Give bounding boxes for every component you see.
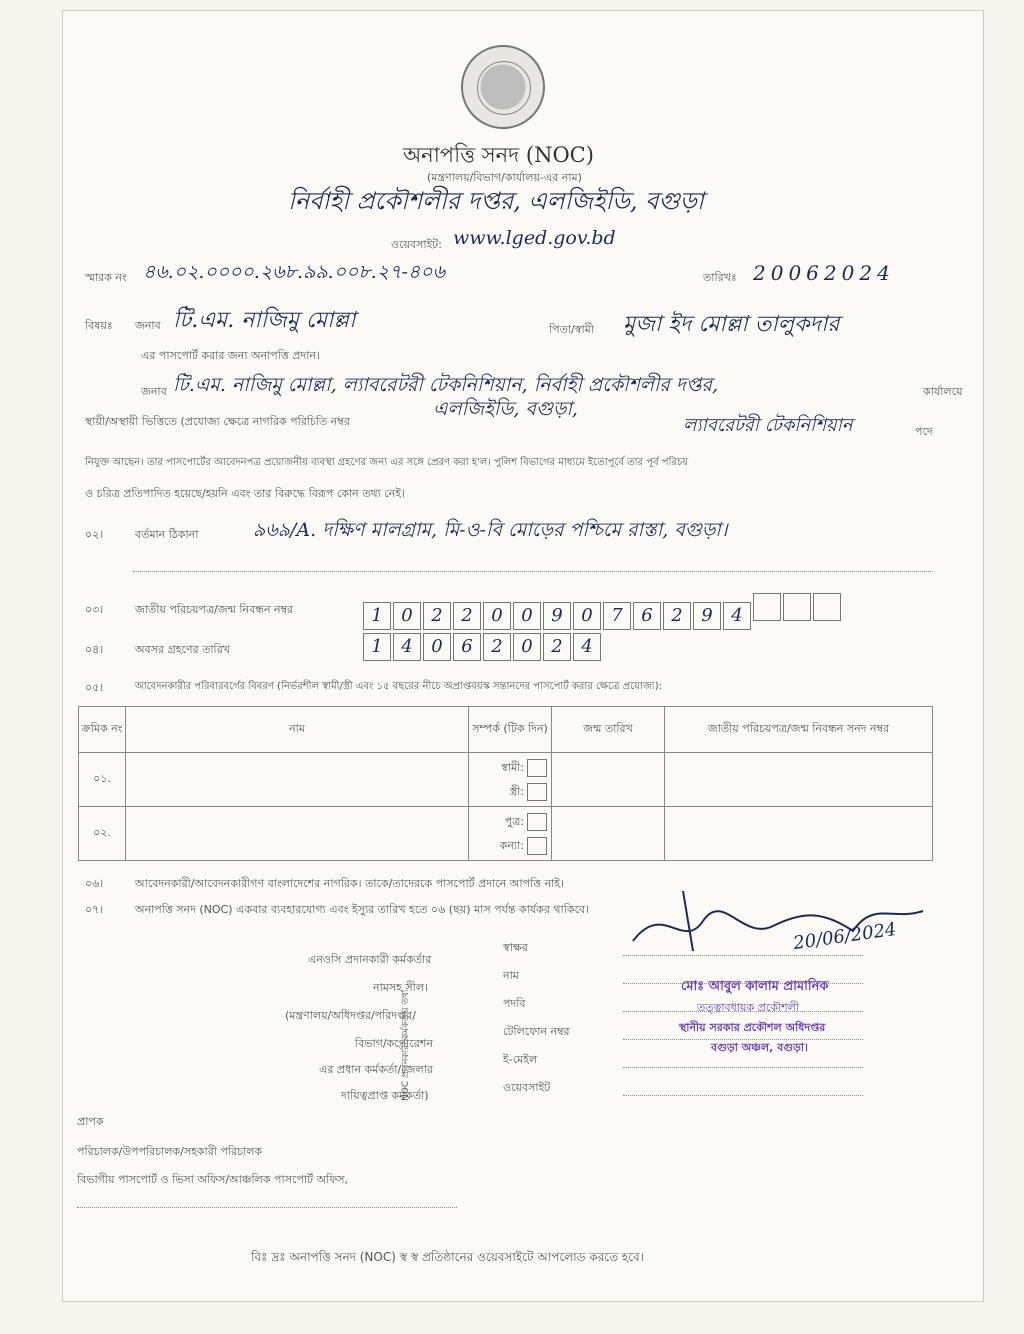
wife-label: স্ত্রী: [509,784,524,798]
website-value: www.lged.gov.bd [453,227,616,249]
nid-digit [813,593,841,621]
signatory-vertical-label: NOC প্রদানকারী কর্মকর্তার তথ্য [401,989,411,1101]
janab2-label: জনাব [141,385,167,398]
applicant-name: টি.এম. নাজিমু মোল্লা [173,308,356,333]
nid-digit: 0 [393,602,421,630]
field-phone-label: টেলিফোন নম্বর [503,1025,570,1038]
post-label: পদে [915,425,933,438]
address-label: বর্তমান ঠিকানা [135,528,199,541]
post-value: ল্যাবরেটরী টেকনিশিয়ান [683,415,853,436]
address-line-2 [133,571,933,572]
family-table [78,706,933,861]
nid-digit [753,593,781,621]
passport-line: এর পাসপোর্ট করার জন্য অনাপত্তি প্রদান। [141,349,320,362]
nid-digit: 1 [363,602,391,630]
date-label: তারিখঃ [703,271,737,284]
col-dob: জন্ম তারিখ [552,707,665,753]
item-05-number: ০৫। [85,681,104,694]
signatory-left-3: (মন্ত্রণালয়/অধিদপ্তর/পরিদপ্তর/ [285,1009,416,1022]
nid-digit: 2 [663,602,691,630]
web-line [623,1095,863,1096]
nid-digit [783,593,811,621]
nid-digit: 7 [603,602,631,630]
citizen-text: আবেদনকারী/আবেদনকারীগণ বাংলাদেশের নাগরিক। তাকে/তাদেরকে পাসপোর্ট প্রদানে আপত্তি নাই। [135,877,565,890]
col-serial: ক্রমিক নং [79,707,126,753]
recipient-heading: প্রাপক [77,1115,104,1128]
retire-digit: 6 [453,633,481,661]
father-label: পিতা/স্বামী [549,323,594,336]
col-name: নাম [126,707,469,753]
field-post-label: পদবি [503,997,526,1010]
stamp-post: তত্ত্বাবধায়ক প্রকৌশলী [697,1001,799,1014]
col-relation: সম্পর্ক (টিক দিন) [469,707,552,753]
email-line [623,1067,863,1068]
retire-digit: 1 [363,633,391,661]
janab-label: জনাব [135,319,161,332]
nid-label: জাতীয় পরিচয়পত্র/জন্ম নিবন্ধন নম্বর [135,603,294,616]
memo-number: ৪৬.০২.০০০০.২৬৮.৯৯.০০৮.২৭-৪০৬ [143,261,445,283]
nid-digit: 0 [573,602,601,630]
body-line3: নিযুক্ত আছেন। তার পাসপোর্টের আবেদনপত্র প্রয়োজনীয় ব্যবস্থা গ্রহণের জন্য এর সঙ্গে প্রেরণ করা হ'ল। পুলিশ বিভাগের মাধ্যমে ইতোপূর্বে তার পূর্ব পরিচয় [85,457,689,468]
nid-boxes [363,593,843,630]
body-line4: ও চরিত্র প্রতিপাদিত হয়েছে/হয়নি এবং তার বিরুদ্ধে বিরূপ কোন তথ্য নেই। [85,487,405,500]
retire-digit: 2 [543,633,571,661]
ministry-label: (মন্ত্রণালয়/বিভাগ/কার্যালয়-এর নাম) [427,171,582,184]
nid-digit: 2 [423,602,451,630]
subject-label: বিষয়ঃ [85,319,113,332]
nid-digit: 6 [633,602,661,630]
footer-note: বিঃ দ্রঃ অনাপত্তি সনদ (NOC) স্ব স্ব প্রতিষ্ঠানের ওয়েবসাইটে আপলোড করতে হবে। [251,1250,645,1264]
item-06-number: ০৬। [85,877,104,890]
signatory-left-6: দায়িত্বপ্রাপ্ত কর্মকর্তা) [341,1089,429,1102]
noc-document [62,10,984,1302]
nid-digit: 0 [483,602,511,630]
page-title: অনাপত্তি সনদ (NOC) [403,143,594,167]
field-web-label: ওয়েবসাইট [503,1081,551,1094]
field-name-label: নাম [503,969,519,982]
row-serial: ০১. [79,753,126,807]
son-checkbox[interactable] [527,813,547,831]
retire-digit: 2 [483,633,511,661]
field-email-label: ই-মেইল [503,1053,538,1066]
signatory-left-4: বিভাগ/কর্পোরেশন [355,1037,433,1050]
signatory-left-2: নামসহ সীল। [373,981,428,994]
son-label: পুত্র: [504,814,524,828]
retire-digit: 0 [423,633,451,661]
stamp-org: স্থানীয় সরকার প্রকৌশল অধিদপ্তর [679,1021,826,1034]
daughter-checkbox[interactable] [527,837,547,855]
recipient-line-1: পরিচালক/উপপরিচালক/সহকারী পরিচালক [77,1145,263,1158]
table-row [79,807,933,861]
retire-boxes [363,633,603,661]
stamp-region: বগুড়া অঞ্চল, বগুড়া। [711,1041,808,1054]
family-label: আবেদনকারীর পরিবারবর্গের বিবরণ (নির্ভরশীল স্বামী/স্ত্রী এবং ১৫ বছরের নীচে অপ্রাপ্তবয়স্ক সন্তানদের পাসপোর্ট করার ক্ষেত্রে প্রযোজ্য): [135,681,662,692]
stamp-name: মোঃ আবুল কালাম প্রামানিক [681,979,829,994]
government-seal-icon [461,45,545,129]
retire-label: অবসর গ্রহণের তারিখ [135,643,230,656]
memo-label: স্মারক নং [85,271,127,284]
item-02-number: ০২। [85,528,104,541]
table-row [79,753,933,807]
signatory-left-1: এনওসি প্রদানকারী কর্মকর্তার [308,953,432,966]
nid-digit: 2 [453,602,481,630]
nid-digit: 4 [723,602,751,630]
retire-digit: 0 [513,633,541,661]
website-label: ওয়েবসাইট: [391,238,442,251]
person-designation: টি.এম. নাজিমু মোল্লা, ল্যাবরেটরী টেকনিশিয়ান, নির্বাহী প্রকৌশলীর দপ্তর, [173,374,718,396]
retire-digit: 4 [573,633,601,661]
retire-digit: 4 [393,633,421,661]
recipient-line-3 [77,1207,457,1208]
office-suffix: কার্যালয়ে [923,385,963,398]
nid-digit: 9 [693,602,721,630]
husband-label: স্বামী: [501,760,524,774]
date-value: 20062024 [753,261,895,285]
nid-digit: 9 [543,602,571,630]
wife-checkbox[interactable] [527,783,547,801]
office2-value: এলজিইডি, বগুড়া, [433,398,578,420]
field-sign-label: স্বাক্ষর [503,941,528,954]
signatory-left-5: এর প্রধান কর্মকর্তা/জেলার [319,1063,433,1076]
row-serial: ০২. [79,807,126,861]
validity-text: অনাপত্তি সনদ (NOC) একবার ব্যবহারযোগ্য এবং ইস্যুর তারিখ হতে ০৬ (ছয়) মাস পর্যন্ত কার্যকর থাকিবে। [135,903,590,916]
signature-date: 20/06/2024 [792,918,898,955]
item-03-number: ০৩। [85,603,104,616]
recipient-line-2: বিভাগীয় পাসপোর্ট ও ভিসা অফিস/আঞ্চলিক পাসপোর্ট অফিস, [77,1173,348,1186]
husband-checkbox[interactable] [527,759,547,777]
father-name: মুজা ইদ মোল্লা তালুকদার [623,312,840,337]
col-nid: জাতীয় পরিচয়পত্র/জন্ম নিবন্ধন সনদ নম্বর [665,707,933,753]
office-name: নির্বাহী প্রকৌশলীর দপ্তর, এলজিইডি, বগুড়া [288,187,704,215]
address-value: ৯৬৯/A. দক্ষিণ মালগ্রাম, মি-ও-বি মোড়ের পশ্চিমে রাস্তা, বগুড়া। [253,519,728,541]
permanent-label: স্থায়ী/অস্থায়ী ভিত্তিতে (প্রযোজ্য ক্ষেত্রে নাগরিক পরিচিতি নম্বর [85,415,350,428]
nid-digit: 0 [513,602,541,630]
item-04-number: ০৪। [85,643,104,656]
item-07-number: ০৭। [85,903,104,916]
signature-icon [623,881,963,961]
daughter-label: কন্যা: [499,838,524,852]
